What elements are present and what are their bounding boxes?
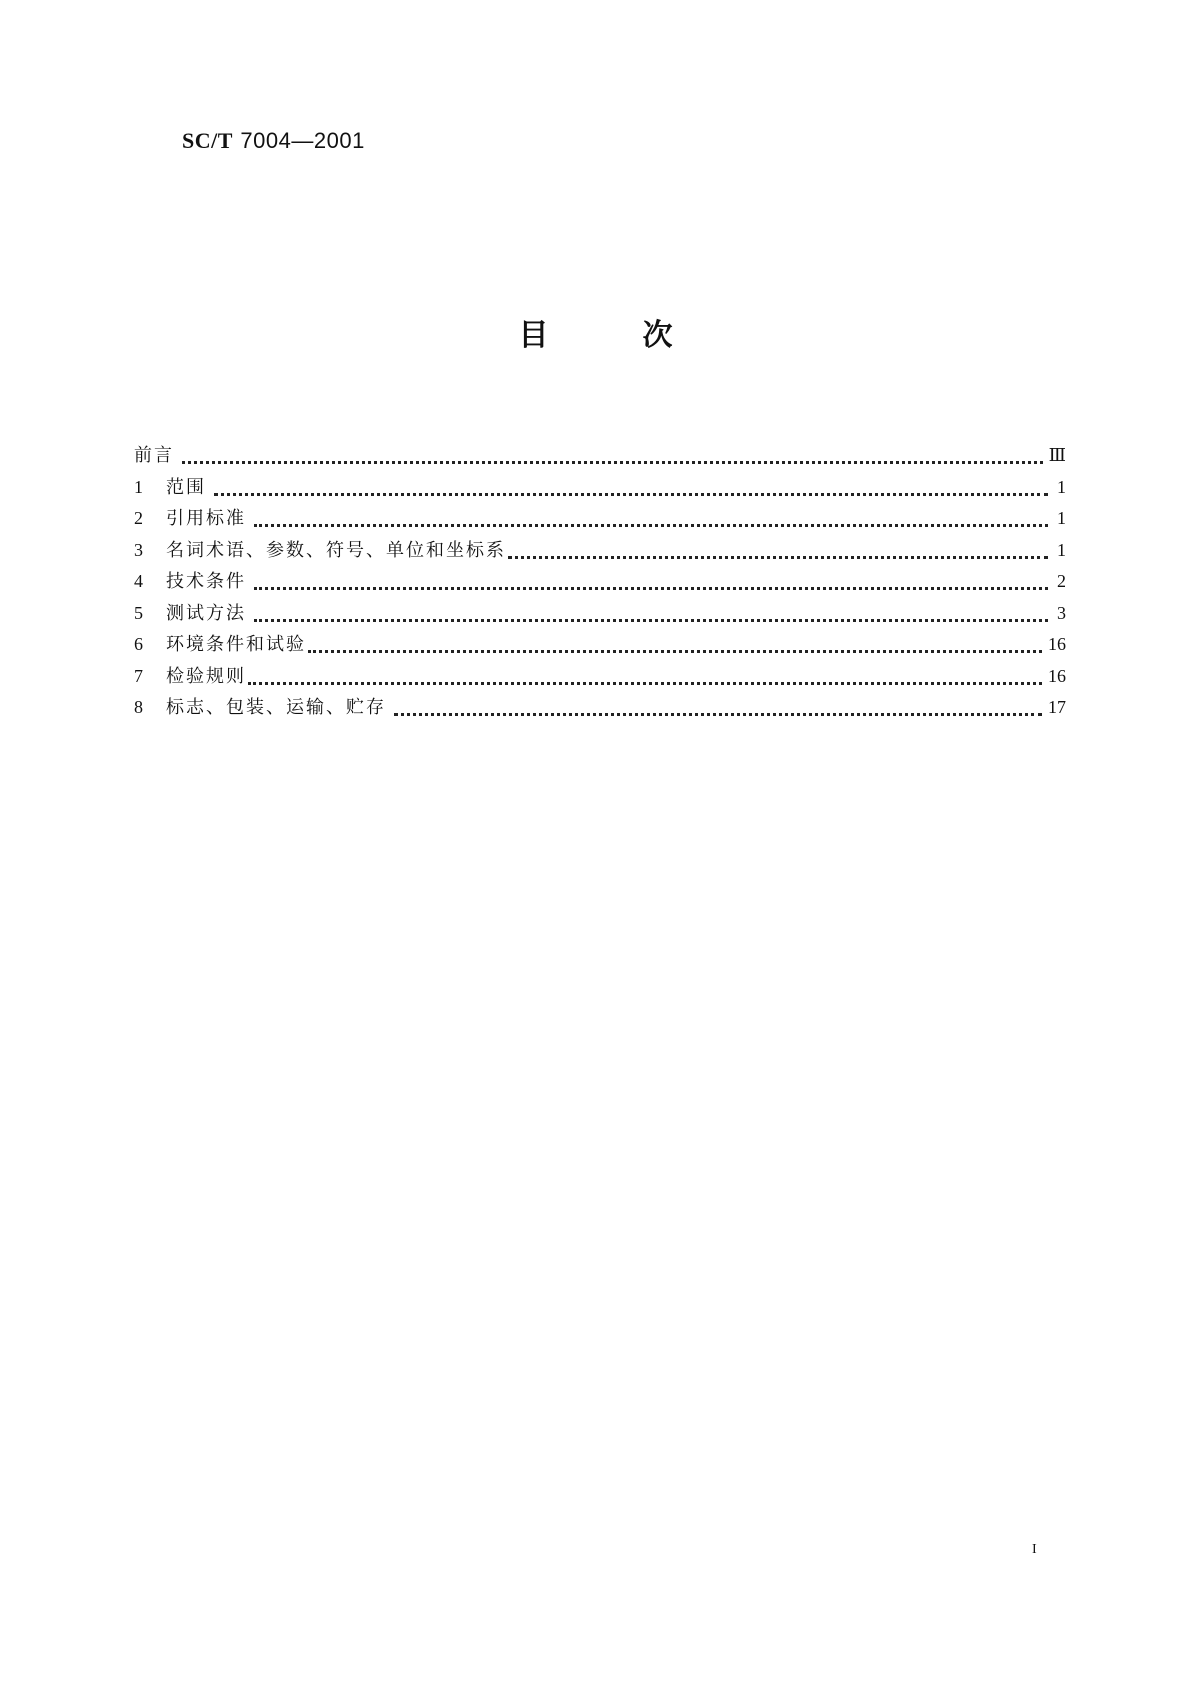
toc-dot-leader: [394, 693, 1042, 716]
toc-dot-leader: [214, 473, 1048, 496]
toc-entry-terms[interactable]: [134, 533, 1066, 565]
toc-dot-leader: [254, 504, 1048, 527]
toc-entry-title: 前言: [134, 445, 174, 466]
standard-prefix: SC/T: [182, 128, 233, 153]
toc-dot-leader: [508, 536, 1048, 559]
toc-entry-title: 测试方法: [166, 602, 246, 624]
toc-dot-leader: [308, 630, 1042, 653]
toc-entry-number: 5: [134, 602, 143, 623]
toc-entry-title: 标志、包装、运输、贮存: [166, 697, 386, 718]
document-code: [182, 128, 365, 154]
toc-entry-inspection-rules[interactable]: [134, 659, 1066, 691]
table-of-contents: [134, 438, 1066, 722]
toc-entry-title: 范围: [166, 476, 206, 498]
toc-entry-number: 6: [134, 634, 143, 654]
toc-entry-page: 2: [1057, 571, 1066, 591]
toc-entry-page: 1: [1057, 539, 1066, 560]
toc-entry-title: 引用标准: [166, 508, 246, 529]
toc-entry-page: 1: [1057, 476, 1066, 497]
toc-entry-number: 7: [134, 665, 143, 686]
toc-entry-number: 3: [134, 539, 143, 560]
toc-entry-test-methods[interactable]: [134, 596, 1066, 628]
toc-entry-page: 1: [1057, 508, 1066, 528]
toc-entry-number: 1: [134, 476, 143, 497]
toc-entry-marking-packaging[interactable]: [134, 690, 1066, 722]
toc-entry-page: 3: [1057, 602, 1066, 623]
toc-entry-number: 8: [134, 697, 143, 717]
toc-entry-title: 名词术语、参数、符号、单位和坐标系: [166, 539, 506, 561]
toc-entry-foreword[interactable]: [134, 438, 1066, 470]
toc-entry-references[interactable]: [134, 501, 1066, 533]
toc-title: 目次: [518, 318, 767, 353]
toc-dot-leader: [254, 567, 1048, 590]
toc-entry-scope[interactable]: [134, 470, 1066, 502]
toc-entry-page: 16: [1048, 634, 1066, 654]
toc-entry-technical-conditions[interactable]: [134, 564, 1066, 596]
toc-entry-page: 17: [1048, 697, 1066, 717]
toc-dot-leader: [248, 662, 1042, 685]
toc-entry-environment[interactable]: [134, 627, 1066, 659]
page-number: I: [1032, 1542, 1037, 1557]
toc-dot-leader: [254, 599, 1048, 622]
toc-entry-page: 16: [1048, 665, 1066, 686]
toc-entry-title: 技术条件: [166, 571, 246, 592]
toc-entry-number: 2: [134, 508, 143, 528]
toc-entry-page: Ⅲ: [1048, 445, 1066, 465]
toc-dot-leader: [182, 441, 1043, 464]
standard-number: 7004—2001: [240, 128, 365, 153]
toc-entry-number: 4: [134, 571, 143, 591]
toc-entry-title: 检验规则: [166, 665, 246, 687]
toc-entry-title: 环境条件和试验: [166, 634, 306, 655]
